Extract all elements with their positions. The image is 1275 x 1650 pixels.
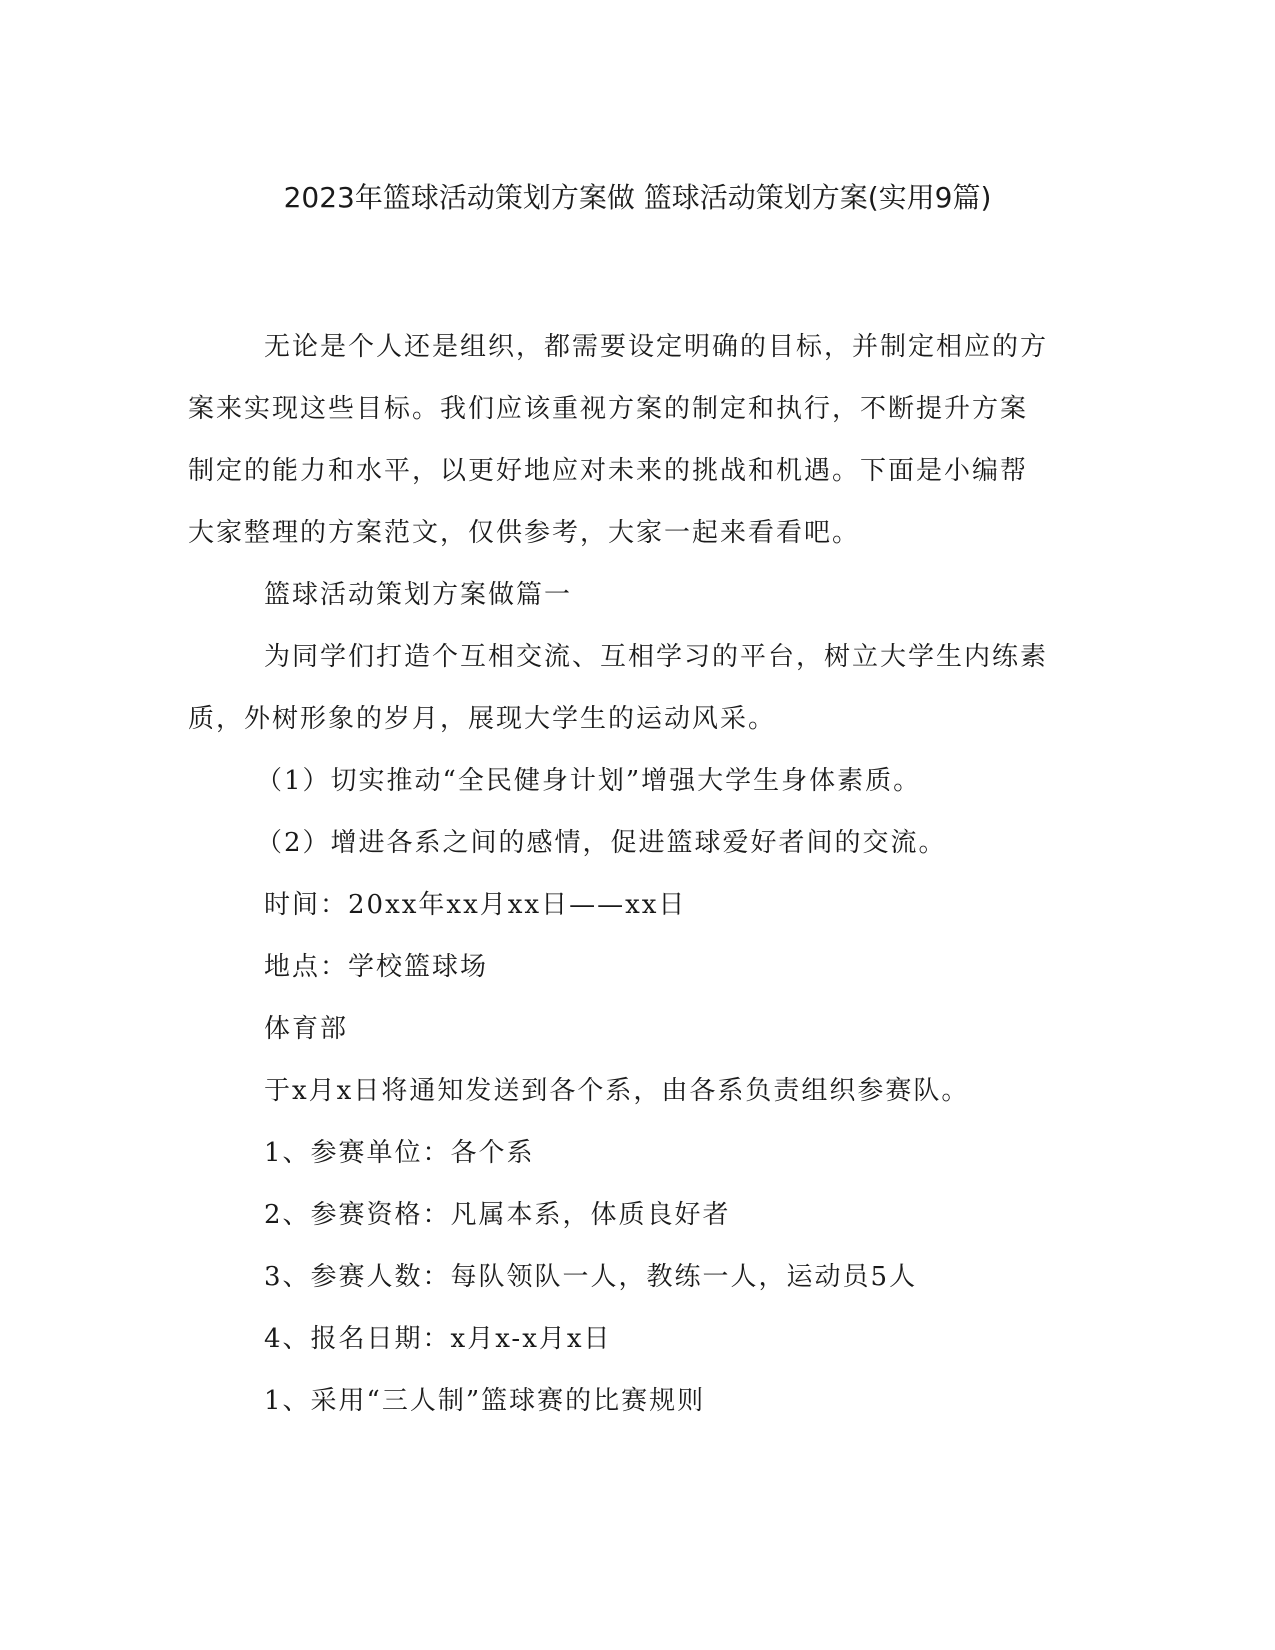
paragraph-line: 1、采用“三人制”篮球赛的比赛规则	[264, 1386, 706, 1416]
paragraph-line: （1）切实推动“全民健身计划”增强大学生身体素质。	[256, 766, 922, 796]
paragraph-line: 3、参赛人数：每队领队一人，教练一人，运动员5人	[264, 1262, 918, 1292]
paragraph-line: 为同学们打造个互相交流、互相学习的平台，树立大学生内练素	[264, 642, 1049, 672]
document-body	[188, 316, 1068, 1432]
document-title: 2023年篮球活动策划方案做 篮球活动策划方案(实用9篇)	[283, 181, 992, 214]
paragraph-line: 1、参赛单位：各个系	[264, 1138, 535, 1168]
paragraph-line: 大家整理的方案范文，仅供参考，大家一起来看看吧。	[188, 518, 861, 548]
paragraph-line: 于x月x日将通知发送到各个系，由各系负责组织参赛队。	[264, 1076, 970, 1106]
paragraph-line: 篮球活动策划方案做篇一	[264, 580, 573, 610]
paragraph-line: 无论是个人还是组织，都需要设定明确的目标，并制定相应的方	[264, 332, 1049, 362]
paragraph-line: 体育部	[264, 1014, 349, 1044]
paragraph-line: 4、报名日期：x月x-x月x日	[264, 1324, 612, 1354]
paragraph-line: （2）增进各系之间的感情，促进篮球爱好者间的交流。	[256, 828, 947, 858]
paragraph-line: 质，外树形象的岁月，展现大学生的运动风采。	[188, 704, 777, 734]
paragraph-line: 时间：20xx年xx月xx日——xx日	[264, 890, 687, 920]
paragraph-line: 案来实现这些目标。我们应该重视方案的制定和执行，不断提升方案	[188, 394, 1029, 424]
paragraph-line: 地点：学校篮球场	[264, 952, 489, 982]
paragraph-line: 制定的能力和水平，以更好地应对未来的挑战和机遇。下面是小编帮	[188, 456, 1029, 486]
paragraph-line: 2、参赛资格：凡属本系，体质良好者	[264, 1200, 731, 1230]
